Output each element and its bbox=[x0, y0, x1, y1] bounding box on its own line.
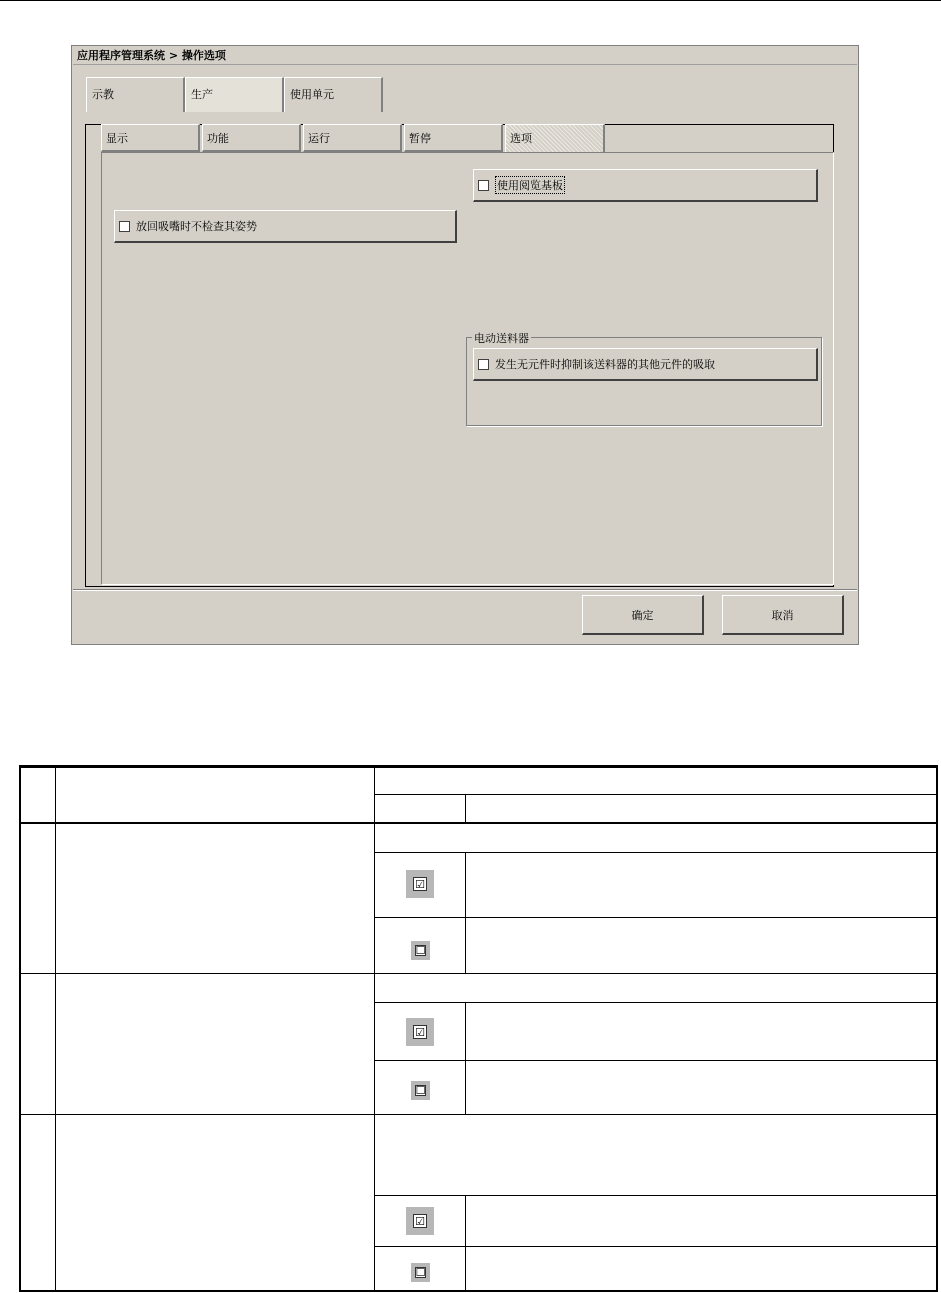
suppress-pickup-checkbox[interactable] bbox=[478, 359, 489, 370]
no-posture-check-checkbox[interactable] bbox=[119, 221, 130, 232]
unchecked-checkbox-icon: ☐ bbox=[411, 1081, 430, 1100]
table-col-divider bbox=[465, 1195, 466, 1291]
table-border-bottom bbox=[19, 1290, 938, 1292]
checked-checkbox-icon: ☑ bbox=[406, 870, 434, 898]
table-row-line bbox=[374, 1002, 938, 1003]
checked-checkbox-icon: ☑ bbox=[406, 1018, 434, 1046]
table-row-line bbox=[374, 1195, 938, 1196]
table-col-divider bbox=[55, 765, 56, 1292]
subtab-options[interactable]: 选项 bbox=[505, 124, 605, 152]
suppress-pickup-label: 发生无元件时抑制该送料器的其他元件的吸取 bbox=[495, 358, 715, 371]
subtab-pause[interactable]: 暂停 bbox=[404, 124, 503, 152]
subtab-function[interactable]: 功能 bbox=[202, 124, 301, 152]
dialog-title: 应用程序管理系统 > 操作选项 bbox=[73, 47, 857, 65]
table-col-divider bbox=[465, 852, 466, 973]
electric-feeder-group-label: 电动送料器 bbox=[474, 332, 529, 345]
table-col-divider bbox=[465, 795, 466, 822]
subtab-run[interactable]: 运行 bbox=[303, 124, 402, 152]
table-header-line bbox=[374, 794, 938, 795]
table-col-divider bbox=[374, 765, 375, 1292]
table-border-right bbox=[936, 765, 938, 1292]
suppress-pickup-option[interactable] bbox=[473, 348, 818, 381]
checked-checkbox-icon: ☑ bbox=[406, 1207, 434, 1235]
table-row-line bbox=[374, 917, 938, 918]
tab-use-unit[interactable]: 使用单元 bbox=[284, 77, 383, 112]
no-posture-check-option[interactable] bbox=[114, 210, 457, 243]
unchecked-checkbox-icon: ☐ bbox=[411, 941, 430, 960]
tab-production[interactable]: 生产 bbox=[185, 77, 284, 112]
footer-divider-highlight bbox=[73, 590, 857, 591]
tab-teach[interactable]: 示教 bbox=[86, 77, 185, 112]
table-row-line bbox=[19, 1114, 938, 1115]
table-row-line bbox=[374, 1246, 938, 1247]
subtab-display[interactable]: 显示 bbox=[101, 124, 200, 152]
use-browse-board-checkbox[interactable] bbox=[478, 180, 489, 191]
cancel-button[interactable]: 取消 bbox=[722, 595, 844, 635]
use-browse-board-option[interactable] bbox=[473, 169, 818, 202]
table-row-line bbox=[19, 973, 938, 974]
ok-button[interactable]: 确定 bbox=[582, 595, 704, 635]
use-browse-board-label: 使用阅览基板 bbox=[495, 176, 565, 194]
table-col-divider bbox=[465, 1002, 466, 1114]
page-top-rule bbox=[0, 0, 941, 1]
table-header-line bbox=[19, 822, 938, 824]
unchecked-checkbox-icon: ☐ bbox=[411, 1263, 430, 1282]
table-row-line bbox=[374, 852, 938, 853]
no-posture-check-label: 放回吸嘴时不检查其姿势 bbox=[136, 220, 257, 233]
table-row-line bbox=[374, 1060, 938, 1061]
operation-options-dialog bbox=[71, 45, 859, 645]
table-border-left bbox=[19, 765, 21, 1292]
table-border-top bbox=[19, 765, 938, 768]
